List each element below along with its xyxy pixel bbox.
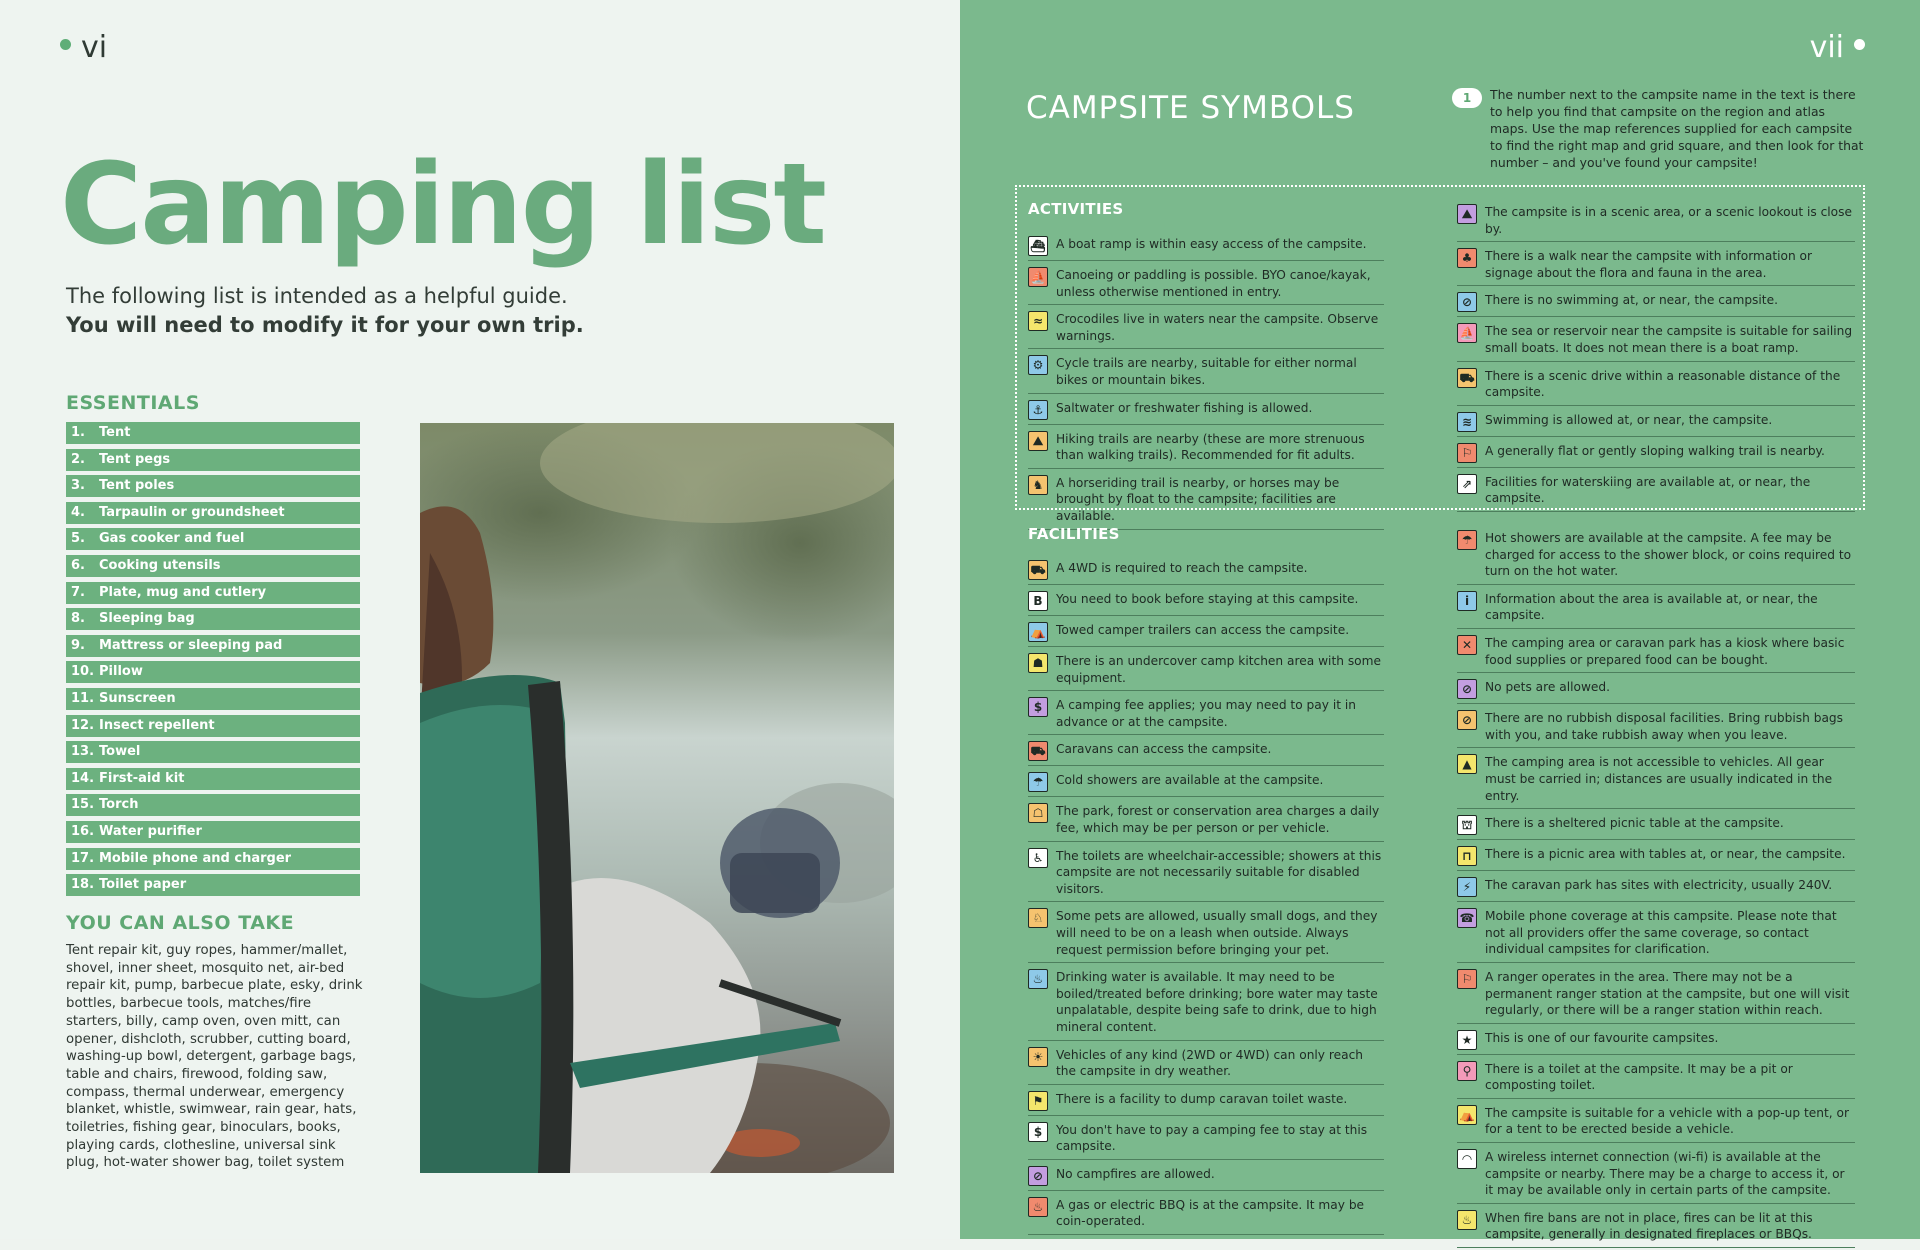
symbol-row — [1028, 1043, 1384, 1085]
symbol-description: There is a sheltered picnic table at the campsite. — [1485, 816, 1784, 831]
essentials-item-label: Pillow — [99, 664, 143, 680]
symbol-description: There is a scenic drive within a reasonable distance of the campsite. — [1485, 368, 1841, 400]
symbol-description: Drinking water is available. It may need to be boiled/treated before drinking; bore water may taste unpalatable, despite being safe to drink, due to high mineral content. — [1056, 970, 1378, 1034]
essentials-item-number: 7. — [71, 584, 85, 600]
symbol-row — [1028, 649, 1384, 691]
facilities-list-right — [1457, 526, 1855, 1250]
symbol-description: Cycle trails are nearby, suitable for either normal bikes or mountain bikes. — [1056, 356, 1357, 387]
essentials-item-label: Tent poles — [99, 478, 175, 494]
picnic-area-icon: ⊓ — [1457, 846, 1477, 866]
canoe-icon: ⛵ — [1028, 267, 1048, 287]
symbol-row — [1028, 1193, 1384, 1235]
symbol-description: No campfires are allowed. — [1056, 1166, 1215, 1181]
also-take-heading: YOU CAN ALSO TAKE — [66, 912, 295, 934]
essentials-item — [66, 794, 360, 816]
essentials-item-number: 1. — [71, 425, 85, 440]
essentials-item-label: Towel — [99, 744, 141, 760]
symbol-description: The camping area is not accessible to vehicles. All gear must be carried in; distances are usually indicated in the entry. — [1485, 755, 1833, 803]
camping-photo — [420, 423, 894, 1173]
symbol-description: Saltwater or freshwater fishing is allowed. — [1056, 400, 1313, 415]
essentials-item-number: 15. — [71, 797, 95, 813]
page-number-right — [1810, 30, 1865, 65]
symbol-row — [1457, 526, 1855, 585]
no-swimming-icon: ⊘ — [1457, 292, 1477, 312]
symbol-row — [1457, 364, 1855, 406]
essentials-item-label: Toilet paper — [99, 877, 187, 893]
intro-line-1: The following list is intended as a helpful guide. — [66, 284, 568, 308]
caravan-icon: ⛟ — [1028, 741, 1048, 761]
facilities-heading: FACILITIES — [1028, 525, 1120, 543]
symbol-description: A ranger operates in the area. There may not be a permanent ranger station at the campsite, but one will visit regularly, or there will be a ranger station within reach. — [1485, 969, 1850, 1018]
essentials-item-number: 10. — [71, 664, 95, 680]
essentials-item-number: 11. — [71, 690, 95, 706]
essentials-item — [66, 715, 360, 737]
essentials-item — [66, 422, 360, 444]
symbol-row — [1028, 396, 1384, 425]
symbol-description: There is an undercover camp kitchen area with some equipment. — [1056, 654, 1381, 685]
symbol-description: There is a facility to dump caravan toilet waste. — [1056, 1091, 1348, 1106]
booking-icon: B — [1028, 591, 1048, 611]
essentials-item-number: 18. — [71, 877, 95, 893]
symbol-row — [1028, 618, 1384, 647]
symbol-description: Hiking trails are nearby (these are more strenuous than walking trails). Recommended for fit adults. — [1056, 431, 1365, 463]
sheltered-picnic-icon: ⛫ — [1457, 815, 1477, 835]
camper-trailer-icon: ⛺ — [1028, 622, 1048, 642]
essentials-item-number: 16. — [71, 823, 95, 839]
symbol-row — [1028, 232, 1384, 261]
free-camping-icon: $ — [1028, 1122, 1048, 1142]
symbol-row — [1457, 1101, 1855, 1143]
power-icon: ⚡ — [1457, 877, 1477, 897]
essentials-item-number: 2. — [71, 451, 85, 467]
symbol-row — [1457, 873, 1855, 902]
essentials-item — [66, 741, 360, 763]
symbol-row — [1457, 319, 1855, 361]
essentials-item-number: 9. — [71, 637, 85, 653]
symbol-description: The toilets are wheelchair-accessible; showers at this campsite are not necessarily suitable for disabled visitors. — [1056, 848, 1382, 896]
right-page — [960, 0, 1920, 1242]
symbol-description: Hot showers are available at the campsite. A fee may be charged for access to the shower block, or coins required to turn on the hot water. — [1485, 531, 1852, 579]
essentials-item — [66, 449, 360, 471]
essentials-item-label: Cooking utensils — [99, 557, 221, 573]
wheelchair-icon: ♿ — [1028, 848, 1048, 868]
symbol-row — [1457, 288, 1855, 317]
pets-allowed-icon: ♘ — [1028, 908, 1048, 928]
fire-allowed-icon: ♨ — [1457, 1210, 1477, 1230]
essentials-item — [66, 874, 360, 896]
left-page — [0, 0, 960, 1239]
essentials-item-label: Mobile phone and charger — [99, 850, 292, 866]
symbol-description: A gas or electric BBQ is at the campsite. It may be coin-operated. — [1056, 1197, 1365, 1229]
symbol-description: The park, forest or conservation area charges a daily fee, which may be per person or per vehicle. — [1056, 804, 1380, 835]
page-number-text: vii — [1809, 30, 1844, 65]
sailing-icon: ⛵ — [1457, 323, 1477, 343]
activities-list-left — [1028, 232, 1384, 532]
symbol-row — [1457, 1057, 1855, 1099]
symbol-description: You don't have to pay a camping fee to stay at this campsite. — [1056, 1122, 1368, 1154]
symbol-description: Towed camper trailers can access the campsite. — [1056, 623, 1350, 637]
essentials-item-label: Mattress or sleeping pad — [99, 637, 283, 653]
essentials-item-number: 6. — [71, 557, 85, 573]
fishing-icon: ⚓ — [1028, 400, 1048, 420]
favourite-icon: ★ — [1457, 1030, 1477, 1050]
camp-kitchen-icon: ☗ — [1028, 653, 1048, 673]
symbol-description: Swimming is allowed at, or near, the campsite. — [1485, 412, 1773, 427]
symbol-description: A horseriding trail is nearby, or horses may be brought by float to the campsite; facilities are available. — [1056, 475, 1340, 523]
cold-shower-icon: ☂ — [1028, 772, 1048, 792]
essentials-item-label: Sleeping bag — [99, 611, 195, 627]
drinking-water-icon: ♨ — [1028, 969, 1048, 989]
symbol-description: The campsite is in a scenic area, or a scenic lookout is close by. — [1485, 205, 1852, 236]
nature-walk-icon: ♣ — [1457, 248, 1477, 268]
symbol-row — [1457, 631, 1855, 673]
essentials-item — [66, 848, 360, 870]
essentials-item — [66, 528, 360, 550]
essentials-item — [66, 582, 360, 604]
symbol-row — [1028, 351, 1384, 393]
symbol-row — [1457, 1026, 1855, 1055]
symbol-row — [1028, 737, 1384, 766]
essentials-item-number: 12. — [71, 717, 95, 733]
symbol-description: Crocodiles live in waters near the campsite. Observe warnings. — [1056, 312, 1379, 343]
symbol-row — [1028, 307, 1384, 349]
day-fee-icon: ☖ — [1028, 803, 1048, 823]
intro-line-2: You will need to modify it for your own trip. — [66, 313, 584, 337]
walk-in-icon: ▲ — [1457, 754, 1477, 774]
essentials-item — [66, 768, 360, 790]
essentials-item-label: Tent — [99, 425, 131, 440]
essentials-item — [66, 635, 360, 657]
essentials-item-number: 8. — [71, 611, 85, 627]
symbol-description: Some pets are allowed, usually small dogs, and they will need to be on a leash when outside. Always request permission before bringing your pet. — [1056, 909, 1378, 957]
symbol-row — [1457, 439, 1855, 468]
symbol-description: There are no rubbish disposal facilities. Bring rubbish bags with you, and take rubbish away when you leave. — [1485, 711, 1844, 742]
page-title: Camping list — [60, 140, 825, 270]
page-number-text: vi — [81, 30, 108, 65]
map-number-badge: 1 — [1452, 88, 1482, 108]
symbol-row — [1457, 244, 1855, 286]
essentials-item — [66, 502, 360, 524]
cycle-icon: ⚙ — [1028, 355, 1048, 375]
symbol-description: The campsite is suitable for a vehicle with a pop-up tent, or for a tent to be erected beside a vehicle. — [1485, 1105, 1850, 1137]
symbol-description: The caravan park has sites with electricity, usually 240V. — [1485, 878, 1833, 893]
symbol-description: A generally flat or gently sloping walking trail is nearby. — [1485, 443, 1825, 458]
essentials-item — [66, 661, 360, 683]
scenic-lookout-icon: ⛰ — [1457, 204, 1477, 224]
symbol-row — [1457, 965, 1855, 1024]
symbol-description: Cold showers are available at the campsite. — [1056, 773, 1324, 788]
symbol-row — [1457, 811, 1855, 840]
mobile-coverage-icon: ☎ — [1457, 908, 1477, 928]
dump-point-icon: ⚑ — [1028, 1091, 1048, 1111]
swimming-icon: ≋ — [1457, 412, 1477, 432]
hiking-icon: ⛰ — [1028, 431, 1048, 451]
symbol-row — [1457, 200, 1855, 242]
essentials-list — [66, 422, 360, 901]
page-number-left — [60, 30, 107, 65]
essentials-item-number: 4. — [71, 504, 85, 520]
information-icon: i — [1457, 591, 1477, 611]
symbol-row — [1457, 675, 1855, 704]
symbol-description: A wireless internet connection (wi-fi) is available at the campsite or nearby. There may be a charge to access it, or it may be available only in certain parts of the campsite. — [1485, 1150, 1845, 1198]
bbq-icon: ♨ — [1028, 1197, 1048, 1217]
essentials-item — [66, 821, 360, 843]
symbol-row — [1028, 263, 1384, 305]
essentials-item — [66, 475, 360, 497]
symbol-row — [1457, 750, 1855, 809]
symbol-description: A camping fee applies; you may need to pay it in advance or at the campsite. — [1056, 698, 1356, 729]
photo-illustration — [420, 423, 894, 1173]
symbol-row — [1028, 799, 1384, 841]
symbol-description: When fire bans are not in place, fires can be lit at this campsite, generally in designated fireplaces or BBQs. — [1485, 1210, 1813, 1242]
facilities-list-left — [1028, 556, 1384, 1237]
toilet-icon: ⚲ — [1457, 1061, 1477, 1081]
symbol-row — [1028, 1162, 1384, 1191]
no-rubbish-icon: ⊘ — [1457, 710, 1477, 730]
symbol-row — [1457, 1145, 1855, 1204]
symbol-row — [1457, 842, 1855, 871]
essentials-item-label: Water purifier — [99, 823, 202, 839]
map-number-explanation: The number next to the campsite name in the text is there to help you find that campsite on the region and atlas maps. Use the map references supplied for each campsite to find the right map and grid square, and then look for that number – and you've found your campsite! — [1490, 87, 1864, 170]
symbol-row — [1028, 427, 1384, 469]
symbol-row — [1457, 408, 1855, 437]
symbol-row — [1457, 706, 1855, 748]
activities-list-right — [1457, 200, 1855, 514]
4wd-icon: ⛟ — [1028, 560, 1048, 580]
essentials-item-label: Tent pegs — [99, 451, 171, 467]
intro-text — [66, 282, 584, 340]
activities-heading: ACTIVITIES — [1028, 200, 1124, 218]
wifi-icon: ◠ — [1457, 1149, 1477, 1169]
essentials-item-label: First-aid kit — [99, 770, 185, 786]
symbol-description: The sea or reservoir near the campsite is suitable for sailing small boats. It does not mean there is a boat ramp. — [1485, 324, 1853, 355]
symbol-description: Vehicles of any kind (2WD or 4WD) can only reach the campsite in dry weather. — [1056, 1047, 1364, 1079]
campsite-symbols-title: CAMPSITE SYMBOLS — [1026, 90, 1355, 126]
symbol-description: There is a picnic area with tables at, or near, the campsite. — [1485, 847, 1846, 862]
symbol-row — [1028, 768, 1384, 797]
symbol-row — [1028, 471, 1384, 530]
symbol-row — [1028, 965, 1384, 1040]
essentials-item-number: 13. — [71, 744, 95, 760]
kiosk-icon: ✕ — [1457, 635, 1477, 655]
boat-ramp-icon: ⛴ — [1028, 236, 1048, 256]
essentials-item-number: 14. — [71, 770, 95, 786]
symbol-description: The camping area or caravan park has a kiosk where basic food supplies or prepared food can be bought. — [1485, 635, 1845, 667]
essentials-item-number: 3. — [71, 478, 85, 494]
ranger-icon: ⚐ — [1457, 969, 1477, 989]
symbol-description: A 4WD is required to reach the campsite. — [1056, 561, 1308, 575]
symbol-row — [1028, 1118, 1384, 1160]
bullet-dot-icon — [60, 39, 71, 50]
symbol-row — [1457, 1206, 1855, 1248]
symbol-description: No pets are allowed. — [1485, 680, 1611, 695]
camping-fee-icon: $ — [1028, 697, 1048, 717]
symbol-row — [1457, 587, 1855, 629]
essentials-item-label: Tarpaulin or groundsheet — [99, 504, 285, 520]
symbol-row — [1028, 587, 1384, 616]
essentials-item-label: Torch — [99, 797, 139, 813]
symbol-description: A boat ramp is within easy access of the campsite. — [1056, 237, 1367, 251]
symbol-description: Facilities for waterskiing are available at, or near, the campsite. — [1485, 474, 1811, 506]
essentials-item — [66, 555, 360, 577]
symbol-row — [1457, 904, 1855, 963]
scenic-drive-icon: ⛟ — [1457, 368, 1477, 388]
symbol-description: Information about the area is available at, or near, the campsite. — [1485, 591, 1818, 623]
no-pets-icon: ⊘ — [1457, 679, 1477, 699]
also-take-text: Tent repair kit, guy ropes, hammer/mallet, shovel, inner sheet, mosquito net, air-bed repair kit, pump, barbecue plate, esky, drink bottles, barbecue tools, matches/fire starters, billy, camp oven, oven mitt, can opener, dishcloth, scrubber, cutting board, washing-up bowl, detergent, garbage bags, table and chairs, firewood, folding saw, compass, thermal underwear, emergency blanket, whistle, swimwear, rain gear, hats, toiletries, fishing gear, binoculars, books, playing cards, clothesline, universal sink plug, hot-water shower bag, toilet system — [66, 943, 363, 1171]
essentials-heading: ESSENTIALS — [66, 392, 200, 414]
hot-shower-icon: ☂ — [1457, 530, 1477, 550]
essentials-item — [66, 688, 360, 710]
symbol-description: Mobile phone coverage at this campsite. Please note that not all providers offer the same coverage, so contact individual campsites for clarification. — [1485, 909, 1837, 957]
symbol-row — [1028, 693, 1384, 735]
symbol-description: You need to book before staying at this campsite. — [1056, 592, 1359, 606]
symbol-description: There is a toilet at the campsite. It may be a pit or composting toilet. — [1485, 1061, 1793, 1093]
essentials-item-label: Plate, mug and cutlery — [99, 584, 267, 600]
bullet-dot-icon — [1854, 39, 1865, 50]
symbol-description: Caravans can access the campsite. — [1056, 742, 1272, 757]
symbol-description: This is one of our favourite campsites. — [1485, 1030, 1719, 1045]
essentials-item-label: Sunscreen — [99, 690, 176, 706]
crocodile-icon: ≈ — [1028, 311, 1048, 331]
symbol-description: There is no swimming at, or near, the campsite. — [1485, 293, 1778, 308]
symbol-description: There is a walk near the campsite with information or signage about the flora and fauna in the area. — [1485, 249, 1813, 280]
essentials-item-number: 5. — [71, 531, 85, 547]
waterskiing-icon: ⇗ — [1457, 474, 1477, 494]
essentials-item-number: 17. — [71, 850, 95, 866]
horse-icon: ♞ — [1028, 475, 1048, 495]
symbol-row — [1028, 844, 1384, 903]
no-campfires-icon: ⊘ — [1028, 1166, 1048, 1186]
essentials-item — [66, 608, 360, 630]
symbol-row — [1457, 470, 1855, 512]
walking-trail-icon: ⚐ — [1457, 443, 1477, 463]
symbol-description: Canoeing or paddling is possible. BYO canoe/kayak, unless otherwise mentioned in entry. — [1056, 268, 1371, 299]
symbol-row — [1028, 556, 1384, 585]
symbol-row — [1028, 904, 1384, 963]
vehicle-tent-icon: ⛺ — [1457, 1105, 1477, 1125]
essentials-item-label: Insect repellent — [99, 717, 215, 733]
dry-weather-icon: ☀ — [1028, 1047, 1048, 1067]
essentials-item-label: Gas cooker and fuel — [99, 531, 245, 547]
symbol-row — [1028, 1087, 1384, 1116]
